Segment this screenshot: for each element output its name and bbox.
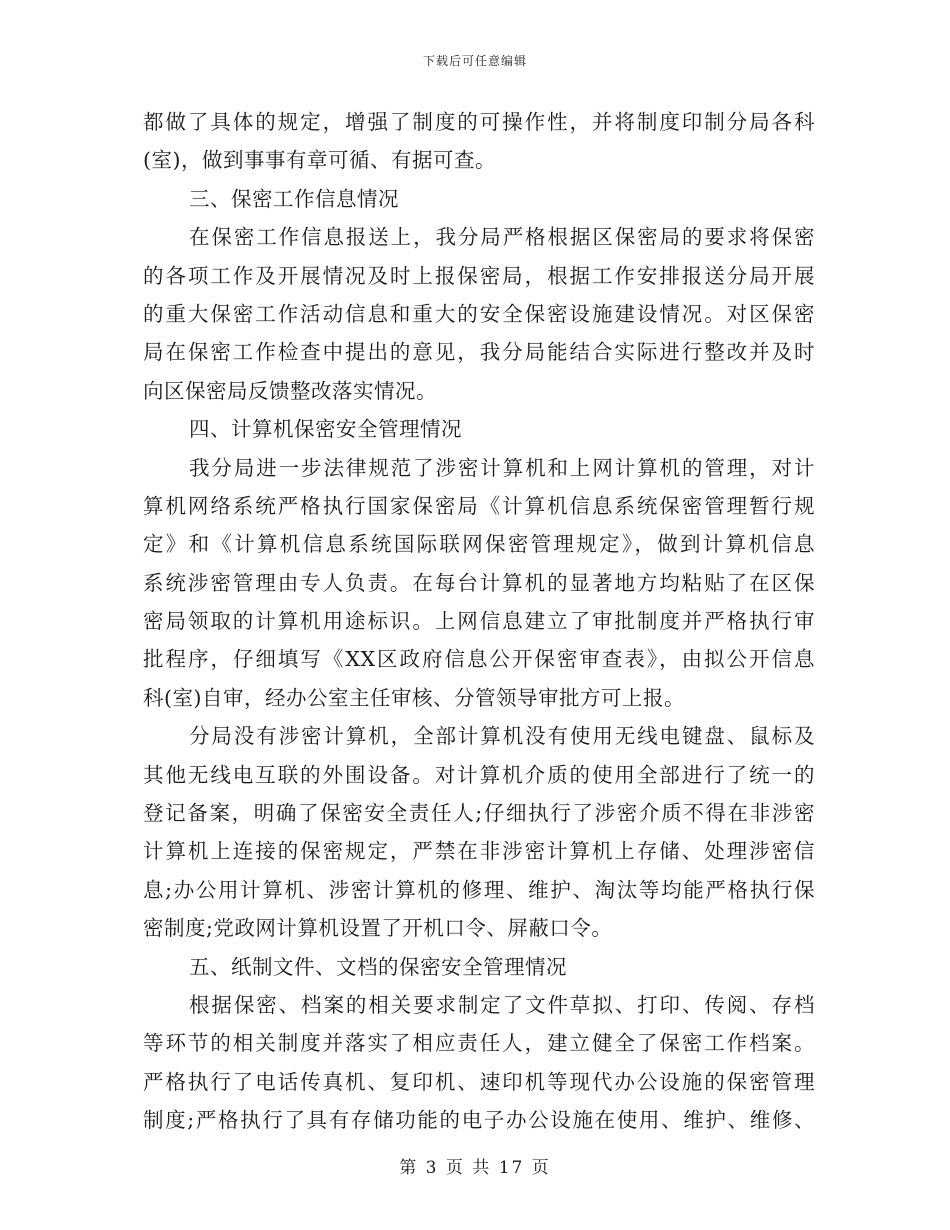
text-line: 在保密工作信息报送上，我分局严格根据区保密局的要求将保密: [189, 225, 815, 250]
page-footer: 第 3 页 共 17 页: [399, 1158, 551, 1178]
text-line: 分局没有涉密计算机，全部计算机没有使用无线电键盘、鼠标及: [189, 724, 815, 749]
text-line: 我分局进一步法律规范了涉密计算机和上网计算机的管理，对计: [189, 455, 815, 480]
section-heading: 五、纸制文件、文档的保密安全管理情况: [189, 954, 567, 979]
text-line: 向区保密局反馈整改落实情况。: [143, 378, 437, 403]
text-line: 算机网络系统严格执行国家保密局《计算机信息系统保密管理暂行规: [143, 493, 815, 518]
text-line: 的各项工作及开展情况及时上报保密局，根据工作安排报送分局开展: [143, 263, 815, 288]
text-line: 密局领取的计算机用途标识。上网信息建立了审批制度并严格执行审: [143, 609, 815, 634]
text-line: 密制度;党政网计算机设置了开机口令、屏蔽口令。: [143, 916, 613, 941]
text-line: 都做了具体的规定，增强了制度的可操作性，并将制度印制分局各科: [143, 110, 815, 134]
document-body: [143, 103, 815, 1140]
text-line: 其他无线电互联的外围设备。对计算机介质的使用全部进行了统一的: [143, 762, 815, 787]
text-line: 严格执行了电话传真机、复印机、速印机等现代办公设施的保密管理: [143, 1069, 815, 1094]
page-header: 下载后可任意编辑: [422, 54, 527, 68]
section-heading: 三、保密工作信息情况: [189, 186, 399, 211]
text-line: 制度;严格执行了具有存储功能的电子办公设施在使用、维护、维修、: [143, 1108, 815, 1133]
text-line: 定》和《计算机信息系统国际联网保密管理规定》，做到计算机信息: [143, 532, 815, 557]
text-line: 科(室)自审，经办公室主任审核、分管领导审批方可上报。: [143, 685, 685, 710]
section-heading: 四、计算机保密安全管理情况: [189, 417, 462, 442]
text-line: 等环节的相关制度并落实了相应责任人，建立健全了保密工作档案。: [143, 1031, 815, 1056]
text-line: 根据保密、档案的相关要求制定了文件草拟、打印、传阅、存档: [189, 992, 815, 1017]
text-line: 计算机上连接的保密规定，严禁在非涉密计算机上存储、处理涉密信: [143, 839, 815, 864]
text-line: 的重大保密工作活动信息和重大的安全保密设施建设情况。对区保密: [143, 301, 815, 326]
text-line: 息;办公用计算机、涉密计算机的修理、维护、淘汰等均能严格执行保: [143, 877, 815, 902]
text-line: 系统涉密管理由专人负责。在每台计算机的显著地方均粘贴了在区保: [143, 570, 815, 595]
text-line: 局在保密工作检查中提出的意见，我分局能结合实际进行整改并及时: [143, 340, 815, 365]
text-line: 批程序，仔细填写《XX区政府信息公开保密审查表》，由拟公开信息: [143, 647, 815, 672]
text-line: (室)，做到事事有章可循、有据可查。: [143, 148, 496, 173]
text-line: 登记备案，明确了保密安全责任人;仔细执行了涉密介质不得在非涉密: [143, 801, 815, 826]
